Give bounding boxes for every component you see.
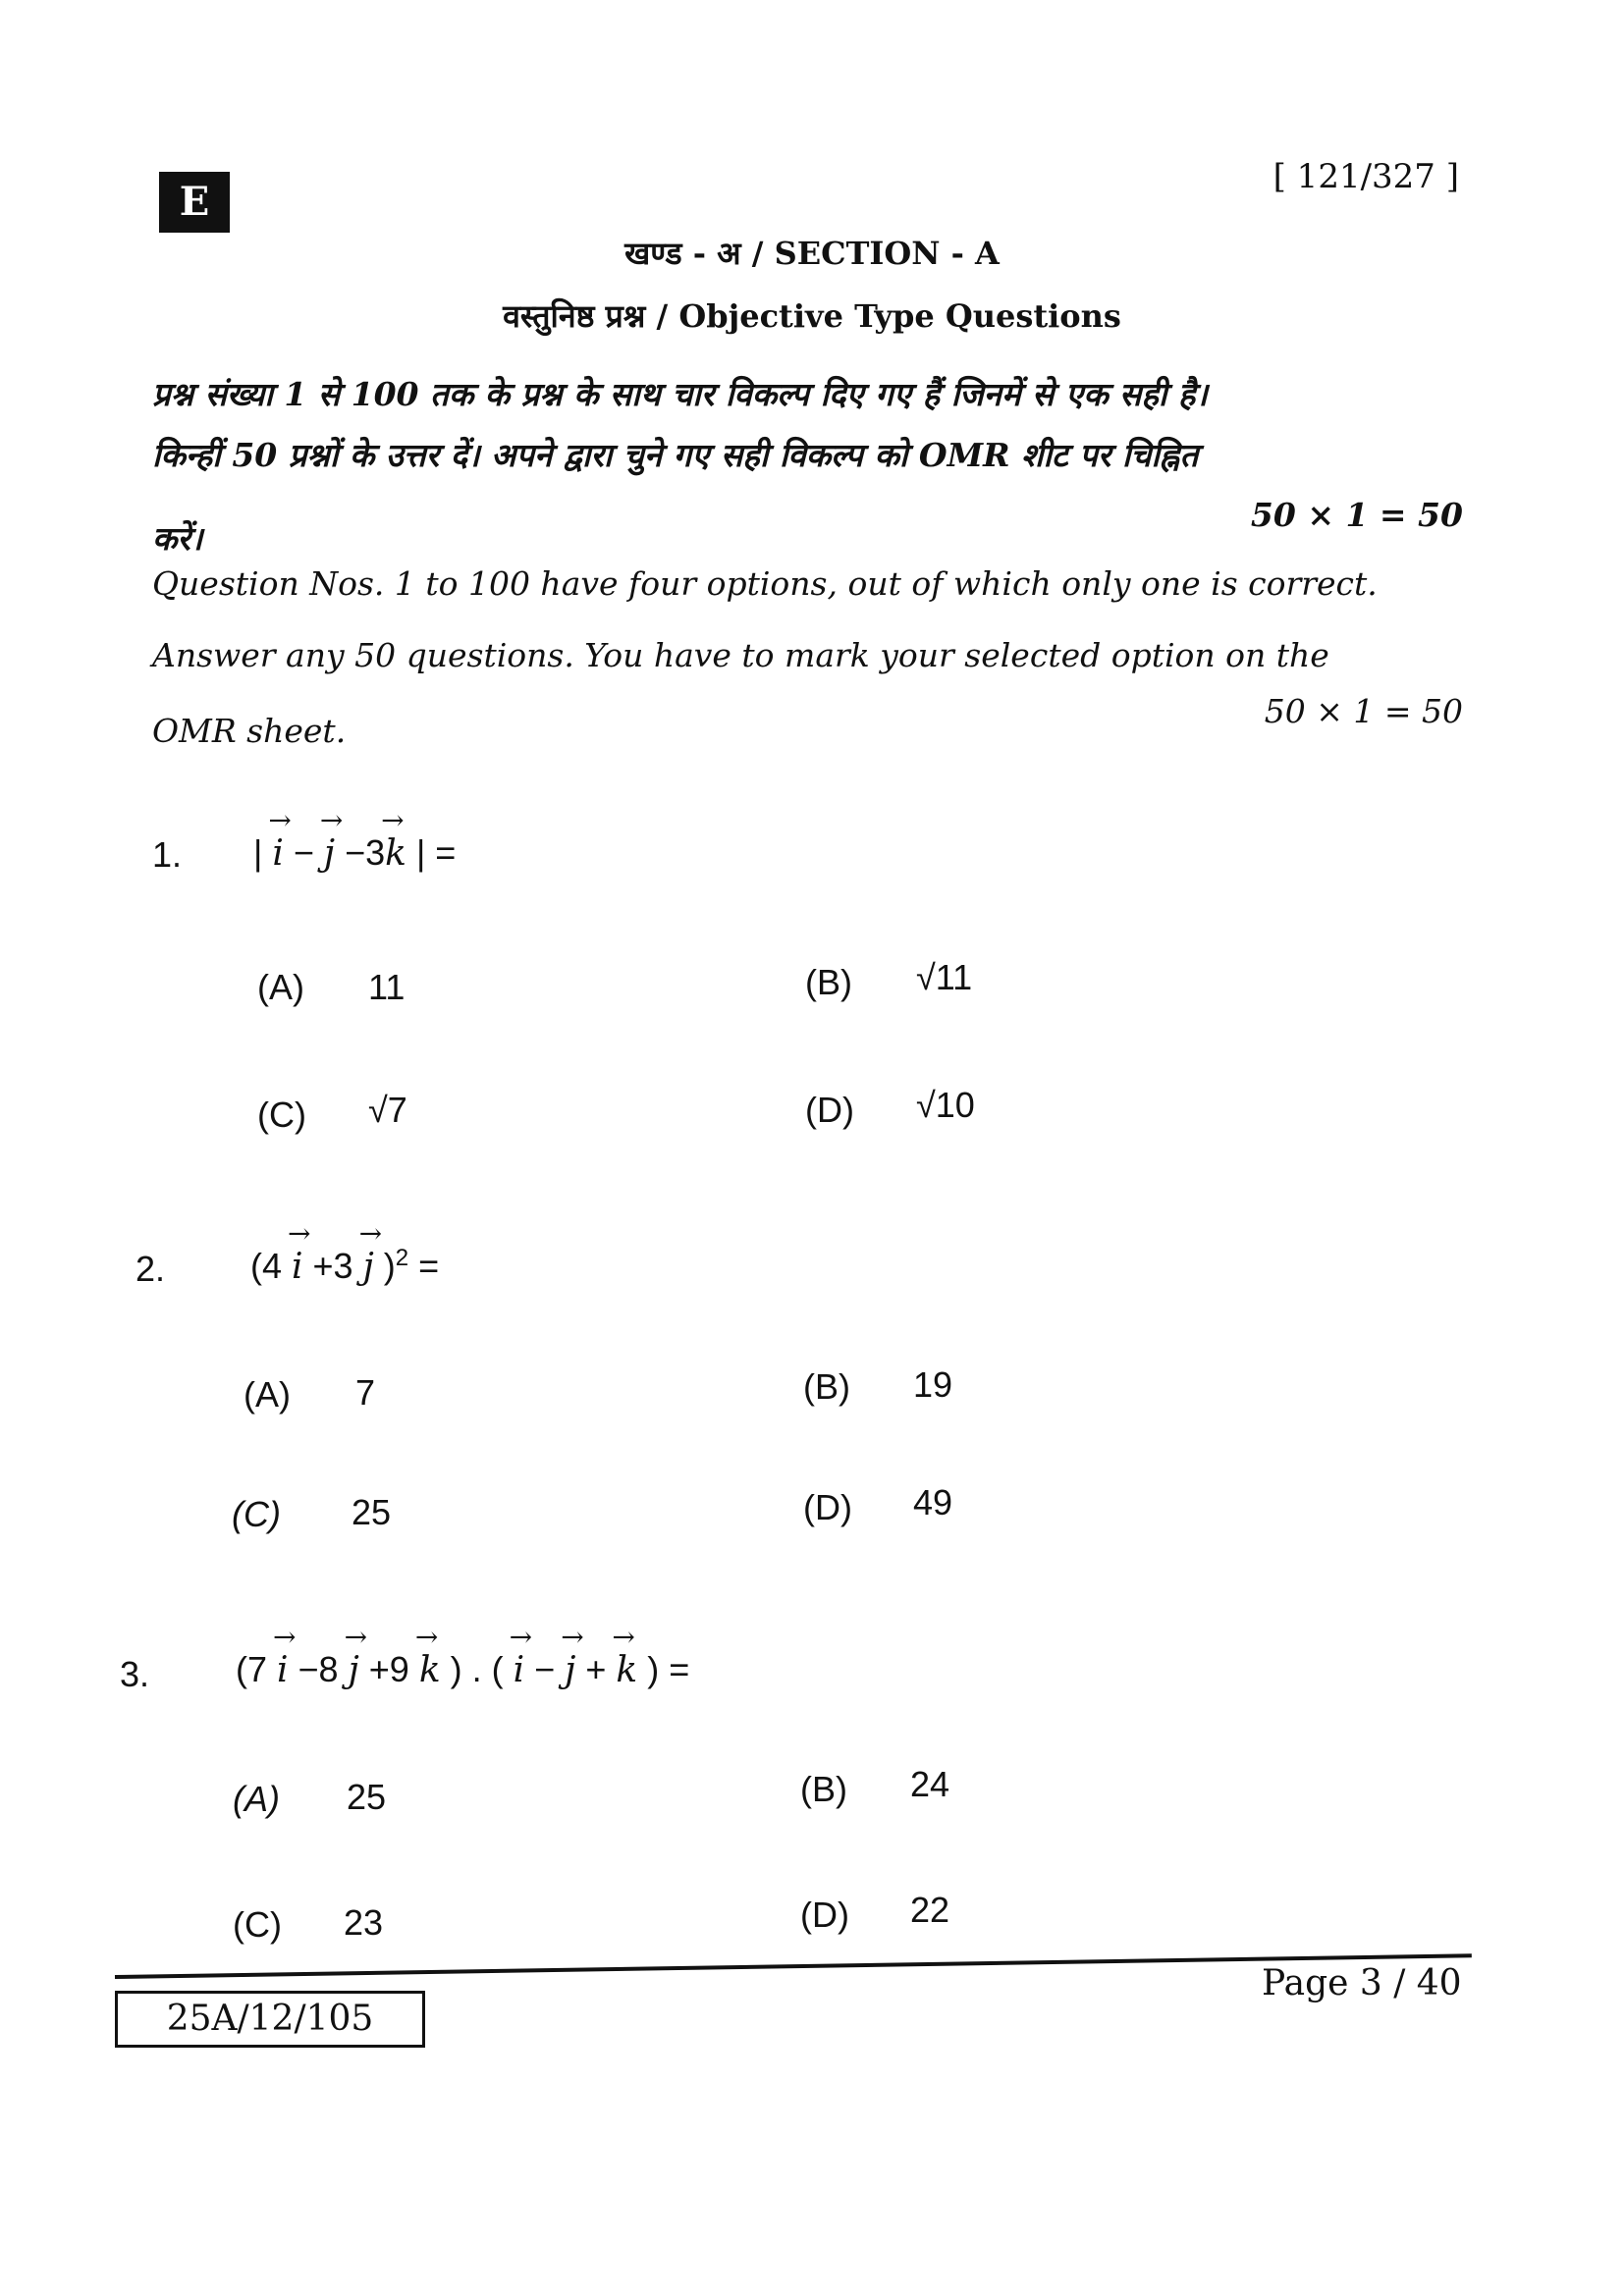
option-label: (D) — [805, 1090, 854, 1130]
set-code-badge: E — [159, 172, 230, 233]
hindi-marks: 50 × 1 = 50 — [1250, 496, 1463, 534]
page-number: Page 3 / 40 — [1262, 1963, 1462, 2003]
option-value: 7 — [355, 1372, 376, 1413]
option-value: 11 — [368, 967, 406, 1007]
option-value: √10 — [916, 1085, 975, 1125]
text: Question Nos. 1 to 100 have four options, out of which only one is correct. — [152, 564, 1378, 603]
option-label: (C) — [257, 1095, 306, 1135]
option-label-marked: (C) — [232, 1494, 281, 1534]
text: किन्हीं 50 प्रश्नों के उत्तर दें। अपने द्वारा चुने गए सही विकल्प को OMR शीट पर चिह्नित — [152, 436, 1199, 474]
english-instruction-line3 — [152, 692, 1463, 750]
option-label: (A) — [257, 967, 304, 1007]
text: OMR sheet. — [152, 712, 347, 750]
question-number: 2. — [135, 1249, 166, 1289]
english-marks: 50 × 1 = 50 — [1264, 692, 1463, 730]
text: करें। — [152, 519, 203, 558]
booklet-code: 25A/12/105 — [115, 1991, 425, 2048]
option-label: (C) — [233, 1904, 282, 1945]
option-value: √11 — [916, 957, 973, 997]
option-label-marked: (A) — [233, 1779, 280, 1819]
text: Answer any 50 questions. You have to mark your selected option on the — [152, 636, 1329, 674]
english-instruction-line2 — [152, 636, 1463, 674]
option-label: (B) — [805, 962, 852, 1002]
subtitle: वस्तुनिष्ठ प्रश्न / Objective Type Questions — [503, 297, 1121, 335]
hindi-instruction-line3 — [152, 496, 1463, 560]
question-number: 1. — [152, 834, 183, 875]
option-label: (A) — [244, 1374, 291, 1415]
question-number: 3. — [120, 1654, 150, 1694]
option-value: 19 — [913, 1364, 953, 1405]
option-value: 25 — [347, 1777, 387, 1817]
option-label: (B) — [800, 1769, 847, 1809]
question-3-expression: (7 → i −8 → j +9 → k ) . ( → i − → j + → k ) = — [236, 1649, 689, 1690]
option-value: 25 — [352, 1492, 392, 1532]
question-1-expression: | → i − → j −3→ k | = — [253, 832, 456, 874]
option-value: 22 — [910, 1890, 950, 1930]
text: प्रश्न संख्या 1 से 100 तक के प्रश्न के साथ चार विकल्प दिए गए हैं जिनमें से एक सही है। — [152, 375, 1208, 413]
english-instruction-line1 — [152, 564, 1463, 603]
option-value: √7 — [368, 1090, 407, 1130]
paper-code: [ 121/327 ] — [1272, 157, 1459, 196]
option-value: 24 — [910, 1764, 950, 1804]
option-value: 49 — [913, 1482, 953, 1522]
option-label: (D) — [803, 1487, 852, 1527]
option-label: (B) — [803, 1366, 850, 1407]
question-2-expression: (4 → i +3 → j )$^2$ = — [250, 1245, 439, 1287]
option-value: 23 — [344, 1902, 384, 1943]
section-title: खण्ड - अ / SECTION - A — [624, 235, 1000, 272]
option-label: (D) — [800, 1895, 849, 1935]
hindi-instruction-line1 — [152, 371, 1463, 415]
hindi-instruction-line2 — [152, 432, 1463, 476]
